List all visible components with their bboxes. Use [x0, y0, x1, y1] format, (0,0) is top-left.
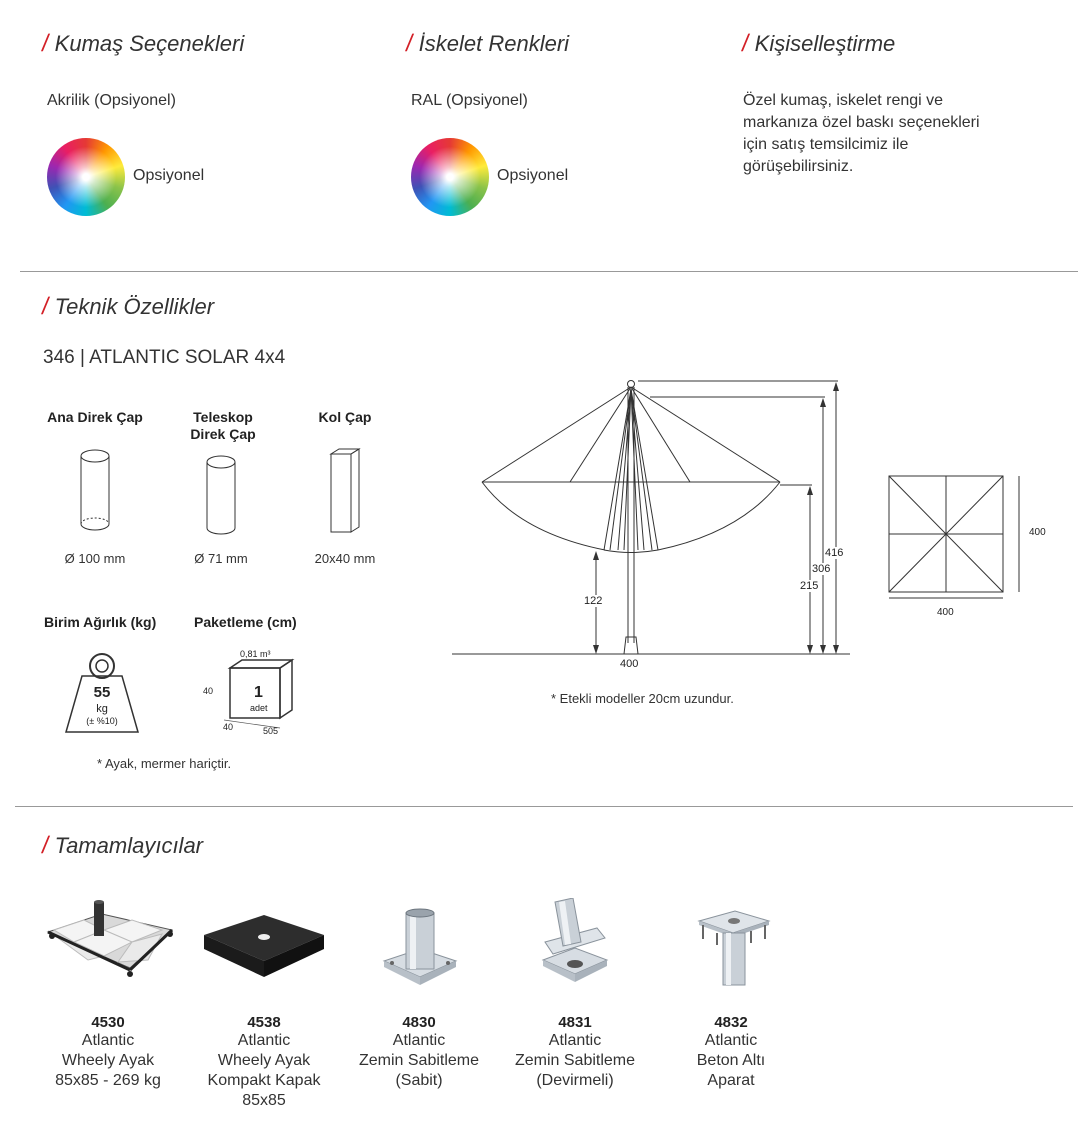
accessory-4831[interactable]: 4831 Atlantic Zemin Sabitleme (Devirmeli) — [505, 1014, 645, 1091]
spec-value-telescope-pole: Ø 71 mm — [194, 551, 248, 566]
fabric-subtitle: Akrilik (Opsiyonel) — [47, 92, 176, 109]
package-height: 40 — [203, 686, 214, 696]
dim-canopy-edge-height: 215 — [800, 580, 819, 592]
product-image-4832 — [693, 905, 773, 993]
packaging-label: Paketleme (cm) — [194, 614, 297, 630]
dim-base-width: 400 — [620, 658, 639, 670]
frame-subtitle: RAL (Opsiyonel) — [411, 92, 528, 109]
section-divider — [20, 271, 1078, 272]
custom-section-title: / Kişiselleştirme — [740, 30, 896, 57]
accent-slash-icon: / — [40, 832, 51, 859]
dim-pole-height: 122 — [584, 595, 603, 607]
telescope-pole-cylinder-icon — [204, 454, 238, 538]
arm-profile-box-icon — [328, 446, 362, 536]
accessory-code: 4830 — [402, 1014, 436, 1031]
spec-label-main-pole: Ana Direk Çap — [47, 409, 143, 425]
weight-label: Birim Ağırlık (kg) — [44, 614, 157, 630]
accessory-4530[interactable]: 4530 Atlantic Wheely Ayak 85x85 - 269 kg — [38, 1014, 178, 1091]
product-image-4538 — [200, 905, 330, 985]
product-image-4831 — [535, 898, 615, 993]
spec-value-main-pole: Ø 100 mm — [64, 551, 126, 566]
weight-tolerance: (± %10) — [86, 716, 118, 726]
accessory-code: 4530 — [91, 1014, 125, 1031]
accessory-4832[interactable]: 4832 Atlantic Beton Altı Aparat — [661, 1014, 801, 1091]
accessory-4538[interactable]: 4538 Atlantic Wheely Ayak Kompakt Kapak 85x85 — [194, 1014, 334, 1111]
custom-description: Özel kumaş, iskelet rengi ve markanıza özel baskı seçenekleri için satış temsilcimiz ile görüşebilirsiniz. — [743, 92, 980, 175]
accessory-4830[interactable]: 4830 Atlantic Zemin Sabitleme (Sabit) — [349, 1014, 489, 1091]
diagram-note: * Etekli modeller 20cm uzundur. — [551, 691, 734, 706]
frame-section-title: / İskelet Renkleri — [404, 30, 570, 57]
package-count-unit: adet — [250, 703, 268, 713]
package-count: 1 — [254, 684, 263, 701]
package-volume: 0,81 m³ — [240, 649, 271, 659]
accent-slash-icon: / — [40, 30, 51, 57]
accessories-section-title: / Tamamlayıcılar — [40, 832, 204, 859]
accessory-code: 4538 — [247, 1014, 281, 1031]
fabric-section-title: / Kumaş Seçenekleri — [40, 30, 245, 57]
weight-icon — [60, 652, 144, 736]
product-image-4830 — [380, 905, 460, 995]
umbrella-side-diagram — [450, 375, 860, 660]
weight-value: 55 — [93, 684, 111, 701]
accent-slash-icon: / — [404, 30, 415, 57]
package-depth: 40 — [223, 722, 234, 732]
accessory-code: 4831 — [558, 1014, 592, 1031]
model-name: 346 | ATLANTIC SOLAR 4x4 — [43, 347, 286, 368]
product-image-4530 — [44, 890, 176, 990]
fabric-option-label: Opsiyonel — [133, 167, 205, 184]
color-wheel-icon — [411, 138, 489, 216]
weight-note: * Ayak, mermer hariçtir. — [97, 756, 232, 771]
accent-slash-icon: / — [40, 293, 51, 320]
color-wheel-icon — [47, 138, 125, 216]
main-pole-cylinder-icon — [78, 448, 112, 534]
umbrella-top-view-diagram — [885, 472, 1025, 602]
accent-slash-icon: / — [740, 30, 751, 57]
top-view-side-dim: 400 — [1029, 527, 1046, 538]
spec-value-arm: 20x40 mm — [314, 551, 376, 566]
frame-option-label: Opsiyonel — [497, 167, 569, 184]
top-view-bottom-dim: 400 — [937, 607, 954, 618]
dim-total-height: 416 — [825, 547, 844, 559]
dim-arm-height: 306 — [812, 563, 831, 575]
weight-unit: kg — [96, 703, 108, 715]
package-box-icon — [200, 648, 300, 740]
spec-label-arm: Kol Çap — [318, 409, 372, 425]
section-divider — [15, 806, 1073, 807]
package-width: 505 — [263, 726, 279, 736]
tech-section-title: / Teknik Özellikler — [40, 293, 215, 320]
accessory-code: 4832 — [714, 1014, 748, 1031]
spec-label-telescope-pole: Teleskop Direk Çap — [190, 409, 256, 442]
